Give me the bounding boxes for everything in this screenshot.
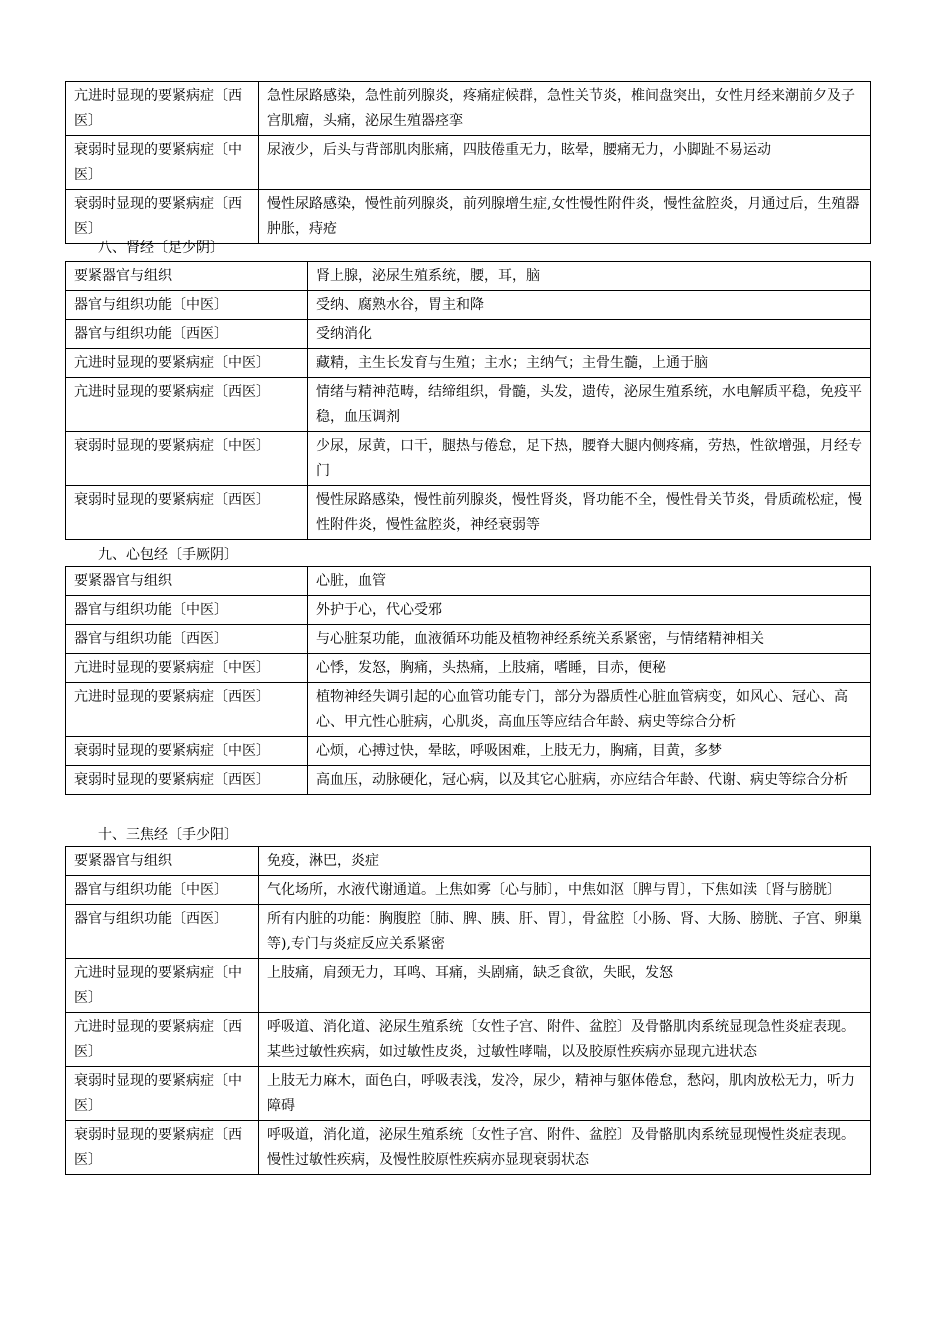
table-pericardium-meridian: [65, 566, 871, 795]
section-heading-sanjiao: 十、三焦经〔手少阳〕: [98, 827, 238, 843]
row-label: 亢进时显现的要紧病症〔中医〕: [66, 654, 308, 683]
table-sanjiao-meridian: [65, 846, 871, 1175]
table-row: [66, 136, 871, 190]
row-value: 上肢痛，肩颈无力，耳鸣、耳痛，头剧痛，缺乏食欲，失眠，发怒: [259, 959, 871, 1013]
row-value: 急性尿路感染，急性前列腺炎，疼痛症候群，急性关节炎，椎间盘突出，女性月经来潮前夕及子宫肌瘤，头痛，泌尿生殖器痉挛: [259, 82, 871, 136]
table-row: [66, 737, 871, 766]
row-label: 亢进时显现的要紧病症〔中医〕: [66, 349, 308, 378]
row-value: 心烦，心搏过快，晕眩，呼吸困难，上肢无力，胸痛，目黄，多梦: [308, 737, 871, 766]
table-row: [66, 320, 871, 349]
table-row: [66, 432, 871, 486]
row-label: 器官与组织功能〔中医〕: [66, 291, 308, 320]
row-label: 器官与组织功能〔中医〕: [66, 596, 308, 625]
table-row: [66, 349, 871, 378]
table-row: [66, 567, 871, 596]
table-row: [66, 847, 871, 876]
row-label: 要紧器官与组织: [66, 847, 259, 876]
row-value: 外护于心，代心受邪: [308, 596, 871, 625]
section-heading-pericardium: 九、心包经〔手厥阴〕: [98, 547, 238, 563]
row-label: 衰弱时显现的要紧病症〔西医〕: [66, 766, 308, 795]
row-label: 器官与组织功能〔西医〕: [66, 320, 308, 349]
table-row: [66, 1013, 871, 1067]
row-value: 少尿，尿黄，口干，腿热与倦怠，足下热，腰脊大腿内侧疼痛，劳热，性欲增强，月经专门: [308, 432, 871, 486]
table-row: [66, 82, 871, 136]
table-continued: [65, 81, 871, 244]
row-label: 器官与组织功能〔西医〕: [66, 905, 259, 959]
row-value: 尿液少，后头与背部肌肉胀痛，四肢倦重无力，眩晕，腰痛无力，小脚趾不易运动: [259, 136, 871, 190]
row-value: 情绪与精神范畴，结缔组织，骨髓，头发，遗传，泌尿生殖系统，水电解质平稳，免疫平稳，血压调剂: [308, 378, 871, 432]
table-row: [66, 905, 871, 959]
row-label: 衰弱时显现的要紧病症〔西医〕: [66, 486, 308, 540]
table-row: [66, 959, 871, 1013]
table-row: [66, 654, 871, 683]
row-value: 藏精，主生长发育与生殖；主水；主纳气；主骨生髓，上通于脑: [308, 349, 871, 378]
row-label: 要紧器官与组织: [66, 262, 308, 291]
row-value: 植物神经失调引起的心血管功能专门，部分为器质性心脏血管病变，如风心、冠心、高心、甲亢性心脏病，心肌炎，高血压等应结合年龄、病史等综合分析: [308, 683, 871, 737]
row-label: 要紧器官与组织: [66, 567, 308, 596]
row-label: 衰弱时显现的要紧病症〔西医〕: [66, 190, 259, 244]
row-value: 气化场所，水液代谢通道。上焦如雾〔心与肺〕，中焦如沤〔脾与胃〕，下焦如渎〔肾与膀胱〕: [259, 876, 871, 905]
row-value: 受纳消化: [308, 320, 871, 349]
row-value: 与心脏泵功能，血液循环功能及植物神经系统关系紧密，与情绪精神相关: [308, 625, 871, 654]
row-label: 亢进时显现的要紧病症〔西医〕: [66, 683, 308, 737]
row-value: 慢性尿路感染，慢性前列腺炎，慢性肾炎，肾功能不全，慢性骨关节炎，骨质疏松症，慢性附件炎，慢性盆腔炎，神经衰弱等: [308, 486, 871, 540]
row-value: 受纳、腐熟水谷，胃主和降: [308, 291, 871, 320]
table-row: [66, 596, 871, 625]
row-label: 衰弱时显现的要紧病症〔西医〕: [66, 1121, 259, 1175]
table-row: [66, 1121, 871, 1175]
row-value: 心脏，血管: [308, 567, 871, 596]
table-row: [66, 378, 871, 432]
row-label: 器官与组织功能〔中医〕: [66, 876, 259, 905]
row-label: 亢进时显现的要紧病症〔西医〕: [66, 1013, 259, 1067]
row-label: 衰弱时显现的要紧病症〔中医〕: [66, 1067, 259, 1121]
row-value: 免疫，淋巴，炎症: [259, 847, 871, 876]
row-label: 衰弱时显现的要紧病症〔中医〕: [66, 136, 259, 190]
row-label: 亢进时显现的要紧病症〔西医〕: [66, 82, 259, 136]
row-value: 慢性尿路感染，慢性前列腺炎，前列腺增生症,女性慢性附件炎，慢性盆腔炎，月通过后，生殖器肿胀，痔疮: [259, 190, 871, 244]
row-value: 高血压，动脉硬化，冠心病，以及其它心脏病，亦应结合年龄、代谢、病史等综合分析: [308, 766, 871, 795]
table-row: [66, 766, 871, 795]
row-value: 肾上腺，泌尿生殖系统，腰，耳，脑: [308, 262, 871, 291]
table-row: [66, 190, 871, 244]
row-value: 所有内脏的功能：胸腹腔〔肺、脾、胰、肝、胃〕，骨盆腔〔小肠、肾、大肠、膀胱、子宫、卵巢等),专门与炎症反应关系紧密: [259, 905, 871, 959]
row-value: 上肢无力麻木，面色白，呼吸表浅，发冷，尿少，精神与躯体倦怠，愁闷，肌肉放松无力，听力障碍: [259, 1067, 871, 1121]
table-row: [66, 625, 871, 654]
row-label: 亢进时显现的要紧病症〔西医〕: [66, 378, 308, 432]
table-row: [66, 486, 871, 540]
row-label: 衰弱时显现的要紧病症〔中医〕: [66, 432, 308, 486]
row-label: 衰弱时显现的要紧病症〔中医〕: [66, 737, 308, 766]
table-row: [66, 876, 871, 905]
section-heading-kidney: 八、肾经〔足少阴〕: [98, 240, 224, 256]
table-row: [66, 262, 871, 291]
table-kidney-meridian: [65, 261, 871, 540]
table-row: [66, 1067, 871, 1121]
table-row: [66, 291, 871, 320]
row-value: 心悸，发怒，胸痛，头热痛，上肢痛，嗜睡，目赤，便秘: [308, 654, 871, 683]
row-label: 亢进时显现的要紧病症〔中医〕: [66, 959, 259, 1013]
row-value: 呼吸道、消化道、泌尿生殖系统〔女性子宫、附件、盆腔〕及骨骼肌肉系统显现急性炎症表现。某些过敏性疾病，如过敏性皮炎，过敏性哮喘，以及胶原性疾病亦显现亢进状态: [259, 1013, 871, 1067]
row-label: 器官与组织功能〔西医〕: [66, 625, 308, 654]
row-value: 呼吸道，消化道，泌尿生殖系统〔女性子宫、附件、盆腔〕及骨骼肌肉系统显现慢性炎症表现。慢性过敏性疾病，及慢性胶原性疾病亦显现衰弱状态: [259, 1121, 871, 1175]
table-row: [66, 683, 871, 737]
